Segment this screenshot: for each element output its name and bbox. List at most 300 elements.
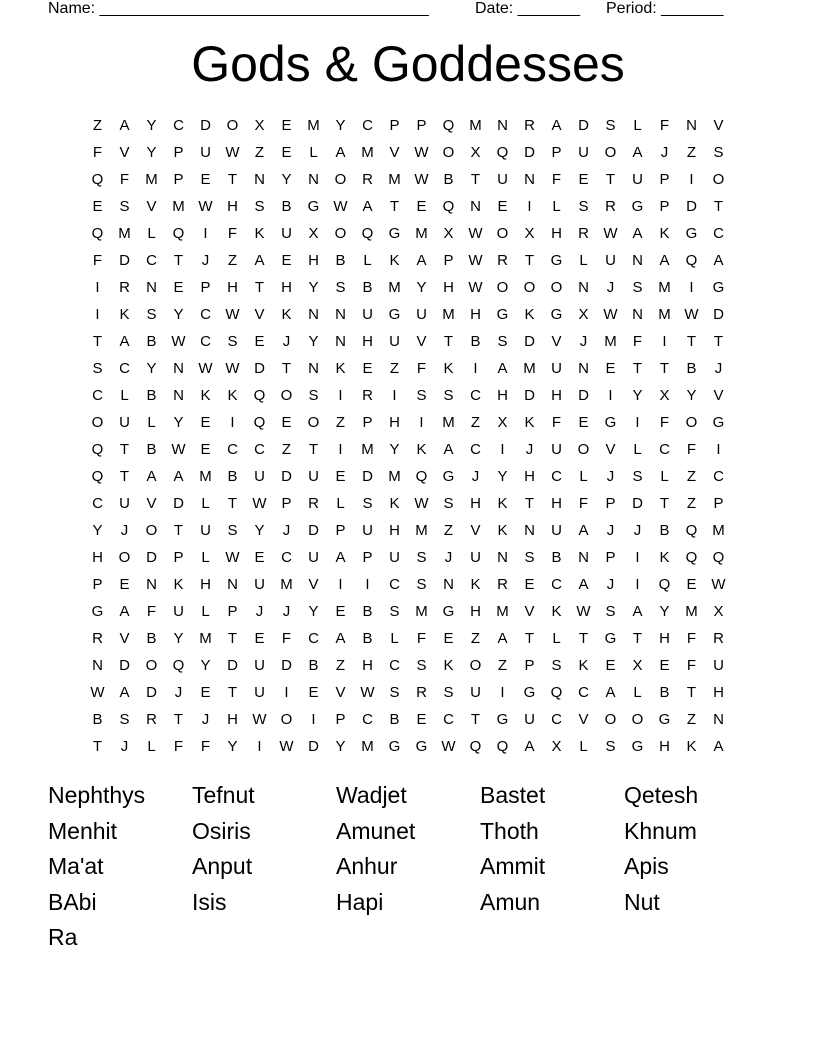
grid-letter: A: [362, 198, 373, 215]
grid-letter: A: [119, 603, 130, 620]
grid-letter: F: [92, 144, 103, 161]
grid-letter: K: [254, 225, 265, 242]
grid-letter: D: [281, 468, 292, 485]
grid-letter: Z: [281, 441, 292, 458]
grid-letter: W: [225, 144, 240, 161]
grid-letter: T: [632, 360, 643, 377]
grid-letter: B: [362, 603, 373, 620]
grid-letter: L: [363, 252, 372, 269]
grid-letter: S: [551, 657, 562, 674]
word-bank-item: Bastet: [480, 782, 546, 808]
grid-letter: C: [119, 360, 130, 377]
grid-letter: U: [551, 522, 562, 539]
grid-letter: Q: [172, 657, 185, 674]
grid-letter: A: [713, 252, 724, 269]
word-bank-item: Menhit: [48, 817, 118, 844]
grid-row: [84, 706, 732, 733]
grid-letter: S: [605, 738, 616, 755]
grid-letter: I: [608, 387, 613, 404]
grid-letter: V: [119, 630, 130, 647]
grid-letter: O: [604, 711, 617, 728]
grid-letter: B: [470, 333, 481, 350]
grid-letter: N: [335, 306, 346, 323]
grid-letter: C: [146, 252, 157, 269]
grid-letter: N: [308, 171, 319, 188]
grid-letter: V: [416, 333, 427, 350]
grid-letter: X: [470, 144, 481, 161]
grid-letter: A: [416, 252, 427, 269]
grid-letter: M: [145, 171, 158, 188]
grid-letter: M: [604, 333, 617, 350]
grid-letter: A: [443, 441, 454, 458]
grid-letter: J: [660, 144, 669, 161]
grid-letter: Z: [470, 414, 481, 431]
grid-letter: G: [712, 414, 725, 431]
grid-letter: Z: [686, 468, 697, 485]
grid-letter: I: [635, 576, 640, 593]
grid-letter: I: [365, 576, 370, 593]
grid-letter: H: [200, 576, 211, 593]
grid-letter: Q: [550, 684, 563, 701]
grid-letter: N: [632, 306, 643, 323]
grid-letter: G: [307, 198, 320, 215]
grid-letter: T: [173, 522, 184, 539]
grid-letter: W: [90, 684, 105, 701]
word-bank-item: Qetesh: [624, 782, 699, 808]
grid-letter: S: [713, 144, 724, 161]
grid-letter: X: [713, 603, 724, 620]
grid-letter: D: [200, 117, 211, 134]
grid-letter: D: [362, 468, 373, 485]
grid-letter: M: [199, 630, 212, 647]
grid-letter: P: [227, 603, 238, 620]
grid-letter: R: [146, 711, 157, 728]
grid-letter: U: [497, 171, 508, 188]
grid-letter: S: [497, 333, 508, 350]
date-field-label: Date: _______: [475, 0, 580, 17]
grid-letter: T: [119, 441, 130, 458]
grid-letter: O: [118, 549, 131, 566]
grid-letter: T: [659, 360, 670, 377]
grid-row: [84, 301, 732, 328]
grid-letter: B: [227, 468, 238, 485]
grid-letter: Y: [173, 414, 184, 431]
grid-letter: G: [631, 198, 644, 215]
grid-letter: S: [632, 468, 643, 485]
grid-letter: H: [551, 495, 562, 512]
grid-letter: Y: [416, 279, 427, 296]
word-bank-item: Khnum: [624, 817, 697, 844]
grid-letter: P: [551, 144, 562, 161]
grid-letter: U: [254, 684, 265, 701]
grid-letter: C: [470, 441, 481, 458]
grid-letter: I: [689, 279, 694, 296]
grid-letter: S: [254, 198, 265, 215]
grid-letter: S: [605, 117, 616, 134]
grid-letter: Y: [308, 279, 319, 296]
grid-letter: W: [198, 198, 213, 215]
grid-letter: P: [443, 252, 454, 269]
grid-letter: H: [659, 630, 670, 647]
grid-letter: H: [362, 333, 373, 350]
grid-letter: F: [551, 414, 562, 431]
grid-letter: I: [338, 576, 343, 593]
grid-letter: Z: [686, 144, 697, 161]
word-bank-item: Nephthys: [48, 782, 146, 808]
grid-letter: M: [415, 522, 428, 539]
grid-letter: L: [552, 630, 561, 647]
grid-letter: C: [200, 333, 211, 350]
grid-letter: N: [497, 117, 508, 134]
grid-letter: O: [91, 414, 104, 431]
grid-letter: I: [635, 414, 640, 431]
grid-letter: Y: [227, 738, 238, 755]
grid-letter: O: [523, 279, 536, 296]
grid-letter: Y: [92, 522, 103, 539]
grid-letter: V: [254, 306, 265, 323]
grid-letter: Z: [443, 522, 454, 539]
grid-letter: M: [388, 279, 401, 296]
grid-letter: L: [633, 684, 642, 701]
word-bank-item: Thoth: [480, 817, 539, 844]
grid-letter: C: [389, 657, 400, 674]
grid-letter: N: [146, 576, 157, 593]
grid-letter: O: [334, 225, 347, 242]
grid-letter: D: [524, 144, 535, 161]
grid-row: [84, 355, 732, 382]
grid-letter: D: [119, 657, 130, 674]
grid-letter: X: [524, 225, 535, 242]
grid-letter: H: [389, 522, 400, 539]
grid-letter: W: [414, 144, 429, 161]
grid-letter: H: [551, 225, 562, 242]
grid-letter: P: [200, 279, 211, 296]
grid-letter: V: [605, 441, 616, 458]
grid-letter: O: [145, 657, 158, 674]
grid-letter: B: [686, 360, 697, 377]
grid-letter: C: [551, 711, 562, 728]
grid-letter: K: [389, 252, 400, 269]
grid-letter: N: [335, 333, 346, 350]
grid-letter: B: [362, 630, 373, 647]
grid-letter: D: [524, 333, 535, 350]
grid-letter: N: [92, 657, 103, 674]
grid-letter: J: [633, 522, 642, 539]
grid-letter: D: [524, 387, 535, 404]
grid-letter: Q: [442, 198, 455, 215]
grid-letter: T: [659, 495, 670, 512]
grid-letter: Y: [200, 657, 211, 674]
grid-letter: Y: [146, 117, 157, 134]
grid-letter: U: [173, 603, 184, 620]
grid-letter: A: [119, 117, 130, 134]
grid-letter: W: [576, 603, 591, 620]
grid-letter: O: [145, 522, 158, 539]
grid-letter: K: [200, 387, 211, 404]
grid-letter: G: [658, 711, 671, 728]
grid-letter: W: [225, 549, 240, 566]
grid-letter: E: [281, 414, 292, 431]
word-bank-item: Amunet: [336, 817, 416, 844]
grid-letter: X: [632, 657, 643, 674]
grid-letter: H: [524, 468, 535, 485]
grid-letter: V: [713, 117, 724, 134]
grid-letter: Y: [497, 468, 508, 485]
grid-letter: S: [578, 198, 589, 215]
grid-letter: N: [173, 360, 184, 377]
grid-letter: T: [281, 360, 292, 377]
grid-letter: D: [146, 684, 157, 701]
grid-letter: U: [254, 657, 265, 674]
grid-letter: D: [713, 306, 724, 323]
grid-letter: J: [579, 333, 588, 350]
grid-letter: G: [631, 738, 644, 755]
grid-letter: E: [119, 576, 130, 593]
grid-letter: H: [551, 387, 562, 404]
grid-letter: H: [227, 279, 238, 296]
grid-letter: J: [120, 522, 129, 539]
grid-letter: N: [524, 522, 535, 539]
grid-letter: C: [254, 441, 265, 458]
grid-letter: R: [119, 279, 130, 296]
grid-letter: G: [685, 225, 698, 242]
grid-letter: Q: [469, 738, 482, 755]
grid-letter: L: [336, 495, 345, 512]
grid-letter: D: [578, 117, 589, 134]
grid-letter: D: [119, 252, 130, 269]
grid-letter: F: [227, 225, 238, 242]
grid-letter: X: [551, 738, 562, 755]
grid-letter: T: [632, 630, 643, 647]
grid-letter: G: [712, 279, 725, 296]
grid-letter: T: [308, 441, 319, 458]
grid-letter: F: [551, 171, 562, 188]
grid-letter: U: [119, 414, 130, 431]
grid-letter: K: [686, 738, 697, 755]
grid-letter: P: [362, 414, 373, 431]
grid-letter: B: [92, 711, 103, 728]
grid-letter: A: [497, 360, 508, 377]
word-bank-item: Tefnut: [192, 782, 255, 808]
grid-letter: I: [716, 441, 721, 458]
word-bank-item: Wadjet: [336, 782, 407, 808]
grid-letter: V: [146, 495, 157, 512]
grid-letter: D: [254, 360, 265, 377]
grid-letter: P: [281, 495, 292, 512]
grid-letter: K: [551, 603, 562, 620]
grid-letter: F: [578, 495, 589, 512]
grid-letter: W: [333, 198, 348, 215]
grid-letter: L: [633, 117, 642, 134]
grid-letter: J: [282, 333, 291, 350]
grid-letter: Y: [308, 603, 319, 620]
grid-letter: N: [497, 549, 508, 566]
grid-letter: E: [254, 333, 265, 350]
word-bank-item: Anhur: [336, 853, 398, 879]
grid-letter: X: [443, 225, 454, 242]
grid-letter: Q: [253, 414, 266, 431]
grid-letter: X: [254, 117, 265, 134]
grid-letter: S: [416, 576, 427, 593]
grid-letter: D: [308, 738, 319, 755]
grid-letter: M: [523, 360, 536, 377]
word-bank-item: Isis: [192, 888, 227, 915]
grid-letter: E: [605, 657, 616, 674]
grid-letter: G: [496, 306, 509, 323]
grid-letter: E: [524, 576, 535, 593]
grid-letter: O: [550, 279, 563, 296]
grid-letter: I: [635, 549, 640, 566]
grid-letter: A: [119, 333, 130, 350]
grid-letter: U: [308, 468, 319, 485]
header: [48, 0, 748, 20]
grid-letter: S: [416, 657, 427, 674]
grid-row: [84, 220, 732, 247]
grid-letter: Q: [658, 576, 671, 593]
grid-row: [84, 247, 732, 274]
grid-letter: F: [659, 117, 670, 134]
grid-letter: N: [227, 576, 238, 593]
grid-letter: Q: [253, 387, 266, 404]
grid-letter: T: [227, 495, 238, 512]
grid-letter: F: [200, 738, 211, 755]
grid-letter: I: [392, 387, 397, 404]
grid-letter: S: [119, 198, 130, 215]
grid-letter: U: [389, 549, 400, 566]
grid-letter: A: [713, 738, 724, 755]
grid-letter: U: [281, 225, 292, 242]
grid-letter: V: [119, 144, 130, 161]
grid-letter: O: [307, 414, 320, 431]
grid-letter: V: [146, 198, 157, 215]
grid-letter: L: [147, 414, 156, 431]
grid-letter: L: [201, 603, 210, 620]
grid-letter: Q: [712, 549, 725, 566]
grid-letter: K: [524, 306, 535, 323]
grid-letter: I: [500, 684, 505, 701]
grid-letter: I: [203, 225, 208, 242]
grid-letter: L: [633, 441, 642, 458]
grid-letter: N: [686, 117, 697, 134]
grid-letter: F: [416, 360, 427, 377]
grid-letter: M: [307, 117, 320, 134]
grid-letter: U: [470, 684, 481, 701]
grid-letter: P: [335, 711, 346, 728]
grid-letter: N: [173, 387, 184, 404]
grid-letter: C: [389, 576, 400, 593]
grid-letter: B: [659, 522, 670, 539]
grid-letter: Z: [389, 360, 400, 377]
grid-letter: K: [524, 414, 535, 431]
grid-letter: E: [281, 117, 292, 134]
grid-letter: J: [606, 279, 615, 296]
grid-letter: T: [92, 738, 103, 755]
grid-letter: U: [713, 657, 724, 674]
name-field-label: Name: _____________________________________: [48, 0, 429, 17]
grid-letter: A: [335, 144, 346, 161]
grid-letter: O: [577, 441, 590, 458]
grid-letter: V: [551, 333, 562, 350]
grid-letter: E: [335, 603, 346, 620]
grid-letter: T: [173, 711, 184, 728]
grid-letter: Y: [281, 171, 292, 188]
grid-letter: M: [712, 522, 725, 539]
grid-letter: C: [362, 711, 373, 728]
grid-letter: N: [632, 252, 643, 269]
grid-letter: C: [227, 441, 238, 458]
grid-letter: M: [118, 225, 131, 242]
grid-letter: C: [200, 306, 211, 323]
grid-letter: J: [444, 549, 453, 566]
grid-letter: G: [496, 711, 509, 728]
grid-letter: K: [443, 360, 454, 377]
grid-letter: I: [284, 684, 289, 701]
grid-letter: W: [684, 306, 699, 323]
grid-letter: N: [470, 198, 481, 215]
grid-letter: J: [282, 522, 291, 539]
grid-letter: D: [227, 657, 238, 674]
grid-letter: Y: [254, 522, 265, 539]
grid-letter: I: [257, 738, 262, 755]
grid-letter: A: [659, 252, 670, 269]
grid-letter: T: [227, 684, 238, 701]
grid-letter: H: [362, 657, 373, 674]
word-bank-item: Amun: [480, 888, 541, 915]
grid-letter: W: [468, 279, 483, 296]
grid-letter: Q: [361, 225, 374, 242]
grid-letter: N: [146, 279, 157, 296]
grid-letter: T: [470, 711, 481, 728]
grid-letter: J: [174, 684, 183, 701]
grid-letter: G: [388, 306, 401, 323]
grid-letter: E: [335, 468, 346, 485]
grid-letter: A: [605, 684, 616, 701]
grid-letter: K: [578, 657, 589, 674]
grid-letter: H: [389, 414, 400, 431]
grid-letter: J: [606, 522, 615, 539]
grid-letter: K: [173, 576, 184, 593]
grid-row: [84, 193, 732, 220]
grid-letter: L: [552, 198, 561, 215]
grid-letter: O: [496, 279, 509, 296]
grid-letter: C: [659, 441, 670, 458]
grid-letter: Q: [172, 225, 185, 242]
grid-letter: E: [200, 684, 211, 701]
grid-letter: C: [470, 387, 481, 404]
grid-letter: T: [254, 279, 265, 296]
grid-letter: H: [308, 252, 319, 269]
grid-letter: U: [362, 522, 373, 539]
grid-letter: Q: [685, 522, 698, 539]
grid-letter: C: [551, 468, 562, 485]
grid-letter: Y: [146, 144, 157, 161]
grid-letter: A: [632, 144, 643, 161]
grid-letter: W: [711, 576, 726, 593]
grid-letter: T: [713, 198, 724, 215]
grid-letter: E: [578, 171, 589, 188]
grid-letter: S: [308, 387, 319, 404]
grid-letter: Y: [659, 603, 670, 620]
grid-letter: W: [441, 738, 456, 755]
grid-letter: W: [603, 306, 618, 323]
grid-letter: M: [415, 225, 428, 242]
grid-letter: G: [388, 738, 401, 755]
grid-letter: R: [713, 630, 724, 647]
grid-letter: T: [524, 630, 535, 647]
grid-letter: N: [578, 279, 589, 296]
grid-letter: E: [578, 414, 589, 431]
grid-letter: N: [578, 360, 589, 377]
